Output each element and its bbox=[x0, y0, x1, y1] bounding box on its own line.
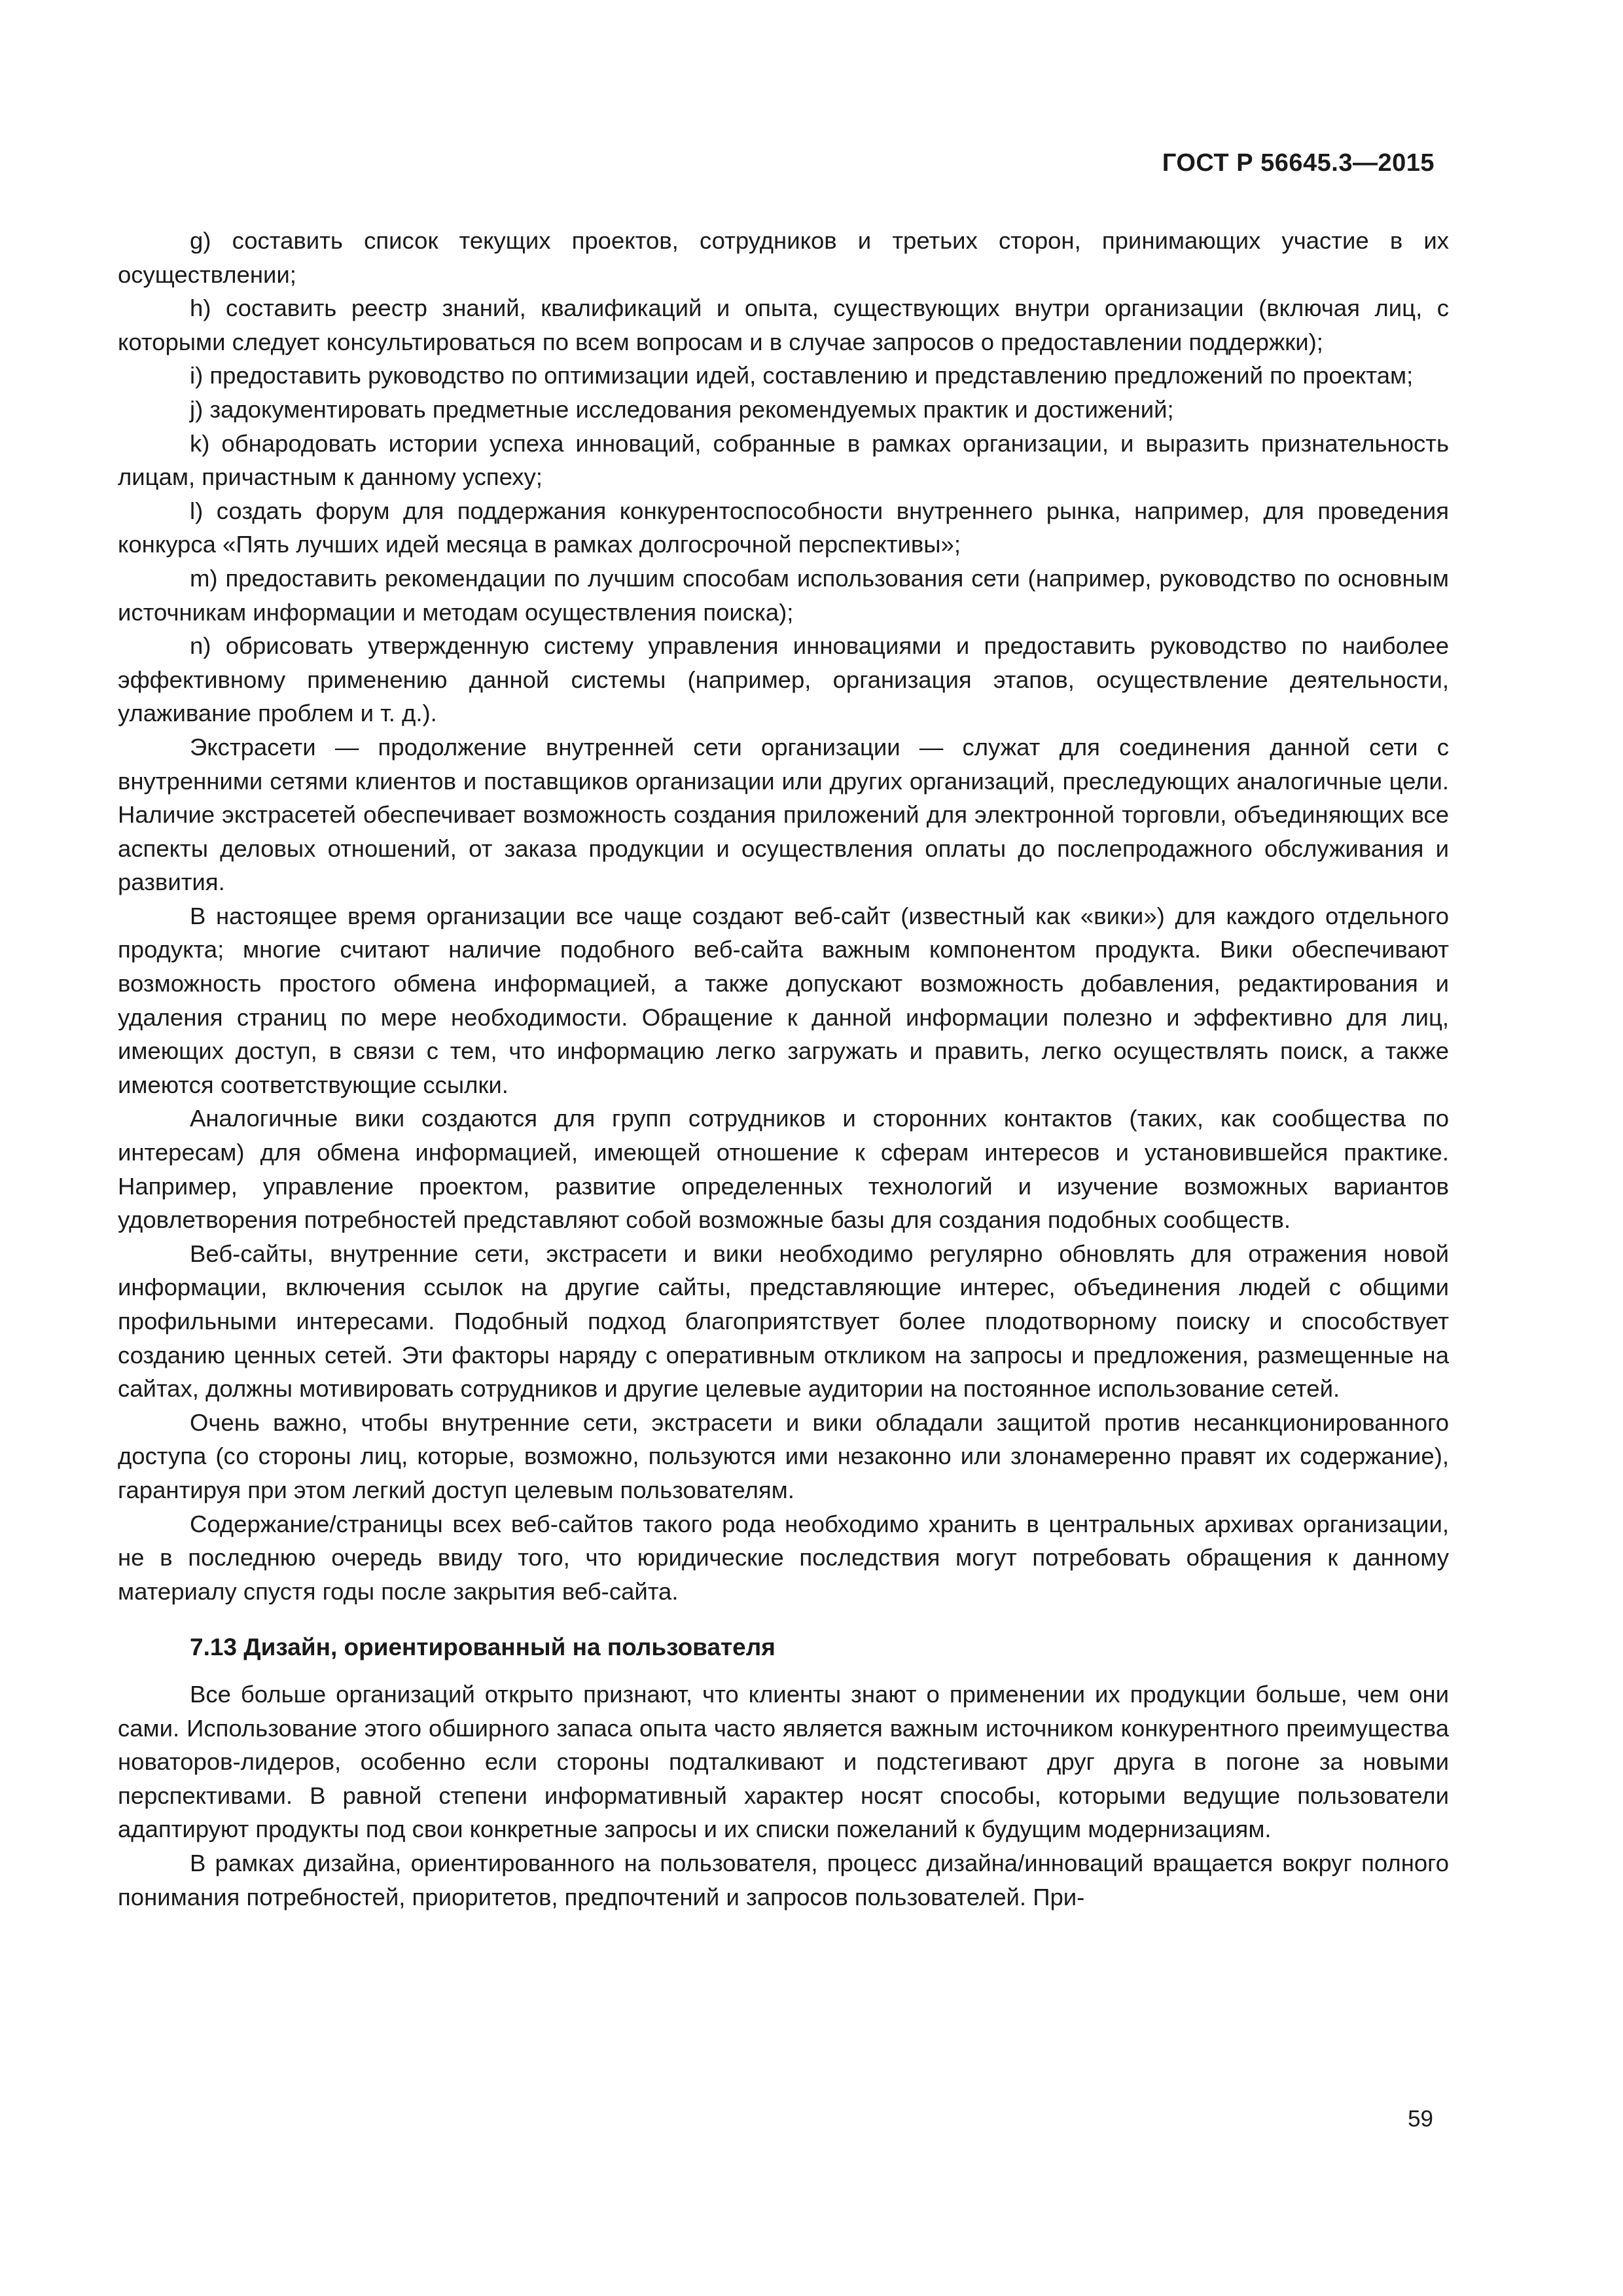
body-text bbox=[118, 224, 1449, 1914]
standard-header: ГОСТ Р 56645.3—2015 bbox=[1162, 149, 1435, 177]
paragraph: Аналогичные вики создаются для групп сотрудников и сторонних контактов (таких, как сообщества по интересам) для обмена информацией, имеющей отношение к сферам интересов и установившейся практике. Например, управление проектом, развитие определенных технологий и изучение возможных вариантов удовлетворения потребностей представляют собой возможные базы для создания подобных сообществ. bbox=[118, 1105, 1449, 1234]
page-number: 59 bbox=[1408, 2106, 1433, 2132]
paragraph: В настоящее время организации все чаще создают веб-сайт (известный как «вики») для каждого отдельного продукта; многие считают наличие подобного веб-сайта важным компонентом продукта. Вики обеспечивают возможность простого обмена информацией, а также допускают возможность добавления, редактирования и удаления страниц по мере необходимости. Обращение к данной информации полезно и эффективно для лиц, имеющих доступ, в связи с тем, что информацию легко загружать и править, легко осуществлять поиск, а также имеются соответствующие ссылки. bbox=[118, 902, 1449, 1098]
paragraph: k) обнародовать истории успеха инноваций, собранные в рамках организации, и выразить признательность лицам, причастным к данному успеху; bbox=[118, 429, 1449, 491]
paragraph: g) составить список текущих проектов, сотрудников и третьих сторон, принимающих участие в их осуществлении; bbox=[118, 227, 1449, 288]
section-heading: 7.13 Дизайн, ориентированный на пользователя bbox=[190, 1634, 776, 1661]
paragraph: Все больше организаций открыто признают, что клиенты знают о применении их продукции больше, чем они сами. Использование этого обширного запаса опыта часто является важным источником конкурентного преимущества новаторов-лидеров, особенно если стороны подталкивают и подстегивают друг друга в погоне за новыми перспективами. В равной степени информативный характер носят способы, которыми ведущие пользователи адаптируют продукты под свои конкретные запросы и их списки пожеланий к будущим модернизациям. bbox=[118, 1680, 1449, 1843]
paragraph: i) предоставить руководство по оптимизации идей, составлению и представлению предложений по проектам; bbox=[190, 362, 1414, 389]
paragraph: Экстрасети — продолжение внутренней сети организации — служат для соединения данной сети с внутренними сетями клиентов и поставщиков организации или других организаций, преследующих аналогичные цели. Наличие экстрасетей обеспечивает возможность создания приложений для электронной торговли, объединяющих все аспекты деловых отношений, от заказа продукции и осуществления оплаты до послепродажного обслуживания и развития. bbox=[118, 733, 1449, 896]
paragraph: m) предоставить рекомендации по лучшим способам использования сети (например, руководство по основным источникам информации и методам осуществления поиска); bbox=[118, 564, 1449, 626]
paragraph: l) создать форум для поддержания конкурентоспособности внутреннего рынка, например, для проведения конкурса «Пять лучших идей месяца в рамках долгосрочной перспективы»; bbox=[118, 497, 1449, 558]
paragraph: n) обрисовать утвержденную систему управления инновациями и предоставить руководство по наиболее эффективному применению данной системы (например, организация этапов, осуществление деятельности, улаживание проблем и т. д.). bbox=[118, 632, 1449, 727]
paragraph: Веб-сайты, внутренние сети, экстрасети и вики необходимо регулярно обновлять для отражения новой информации, включения ссылок на другие сайты, представляющие интерес, объединения людей с общими профильными интересами. Подобный подход благоприятствует более плодотворному поиску и способствует созданию ценных сетей. Эти факторы наряду с оперативным откликом на запросы и предложения, размещенные на сайтах, должны мотивировать сотрудников и другие целевые аудитории на постоянное использование сетей. bbox=[118, 1240, 1449, 1403]
paragraph: j) задокументировать предметные исследования рекомендуемых практик и достижений; bbox=[190, 395, 1174, 423]
paragraph: Содержание/страницы всех веб-сайтов такого рода необходимо хранить в центральных архивах организации, не в последнюю очередь ввиду того, что юридические последствия могут потребовать обращения к данному материалу спустя годы после закрытия веб-сайта. bbox=[118, 1510, 1449, 1605]
paragraph: В рамках дизайна, ориентированного на пользователя, процесс дизайна/инноваций вращается вокруг полного понимания потребностей, приоритетов, предпочтений и запросов пользователей. При- bbox=[118, 1849, 1449, 1910]
paragraph: Очень важно, чтобы внутренние сети, экстрасети и вики обладали защитой против несанкционированного доступа (со стороны лиц, которые, возможно, пользуются ими незаконно или злонамеренно правят их содержание), гарантируя при этом легкий доступ целевым пользователям. bbox=[118, 1408, 1449, 1503]
paragraph: h) составить реестр знаний, квалификаций и опыта, существующих внутри организации (включая лиц, с которыми следует консультироваться по всем вопросам и в случае запросов о предоставлении поддержки); bbox=[118, 295, 1449, 355]
